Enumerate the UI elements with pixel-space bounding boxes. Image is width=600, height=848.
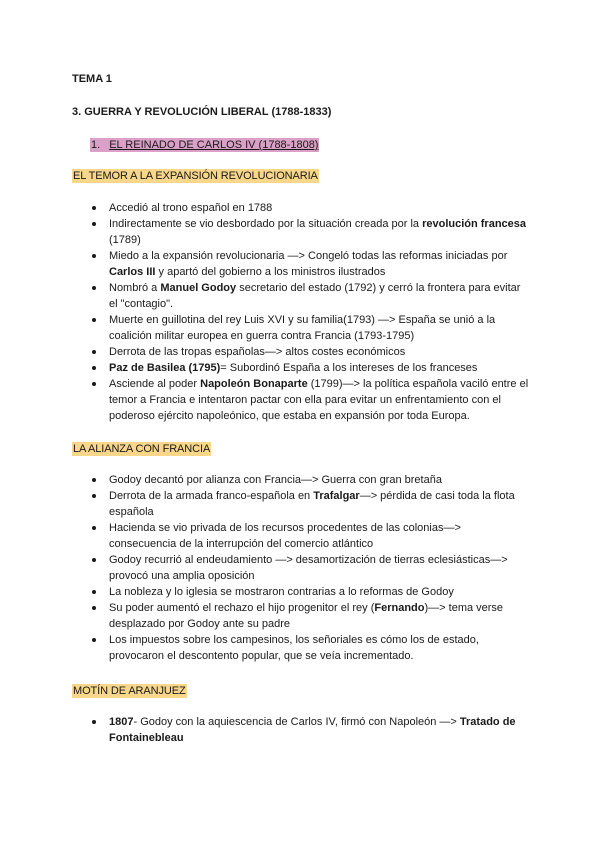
chapter-heading: 3. GUERRA Y REVOLUCIÓN LIBERAL (1788-1833) [72,106,332,118]
section-title-alianza: LA ALIANZA CON FRANCIA [73,443,211,455]
list-item: Nombró a Manuel Godoy secretario del estado (1792) y cerró la frontera para evitar el "contagio". [90,280,530,312]
bullet-list-temor [90,200,530,424]
list-item: 1807- Godoy con la aquiescencia de Carlos IV, firmó con Napoleón —> Tratado de Fontainebleau [90,714,530,746]
list-item: Miedo a la expansión revolucionaria —> Congeló todas las reformas iniciadas por Carlos III y apartó del gobierno a los ministros ilustrados [90,248,530,280]
bullet-list-alianza [90,472,530,664]
list-item: Su poder aumentó el rechazo el hijo progenitor el rey (Fernando)—> tema verse desplazado por Godoy ante su padre [90,600,530,632]
list-item: Accedió al trono español en 1788 [90,200,530,216]
reinado-title: EL REINADO DE CARLOS IV (1788-1808) [109,139,319,151]
list-item: La nobleza y lo iglesia se mostraron contrarias a lo reformas de Godoy [90,584,530,600]
bullet-list-motin [90,714,530,746]
list-item: Hacienda se vio privada de los recursos procedentes de las colonias—> consecuencia de la interrupción del comercio atlántico [90,520,530,552]
list-item: Godoy decantó por alianza con Francia—> Guerra con gran bretaña [90,472,530,488]
list-item: Indirectamente se vio desbordado por la situación creada por la revolución francesa (1789) [90,216,530,248]
section-title-motin: MOTÍN DE ARANJUEZ [73,685,186,697]
list-item: Paz de Basilea (1795)= Subordinó España a los intereses de los franceses [90,360,530,376]
list-item: Muerte en guillotina del rey Luis XVI y su familia(1793) —> España se unió a la coalición militar europea en guerra contra Francia (1793-1795) [90,312,530,344]
reinado-number: 1. [91,139,101,151]
list-item: Derrota de la armada franco-española en Trafalgar—> pérdida de casi toda la flota española [90,488,530,520]
list-item: Los impuestos sobre los campesinos, los señoriales es cómo los de estado, provocaron el descontento popular, que se veía incrementado. [90,632,530,664]
section-title-temor: EL TEMOR A LA EXPANSIÓN REVOLUCIONARIA [73,170,318,182]
tema-label: TEMA 1 [72,73,112,85]
list-item: Godoy recurrió al endeudamiento —> desamortización de tierras eclesiásticas—> provocó una amplia oposición [90,552,530,584]
reinado-heading [90,138,319,152]
list-item: Asciende al poder Napoleón Bonaparte (1799)—> la política española vaciló entre el temor a Francia e intentaron pactar con ella para evitar un enfrentamiento con el poderoso ejército napoleónico, que estaba en expansión por toda Europa. [90,376,530,424]
list-item: Derrota de las tropas españolas—> altos costes económicos [90,344,530,360]
